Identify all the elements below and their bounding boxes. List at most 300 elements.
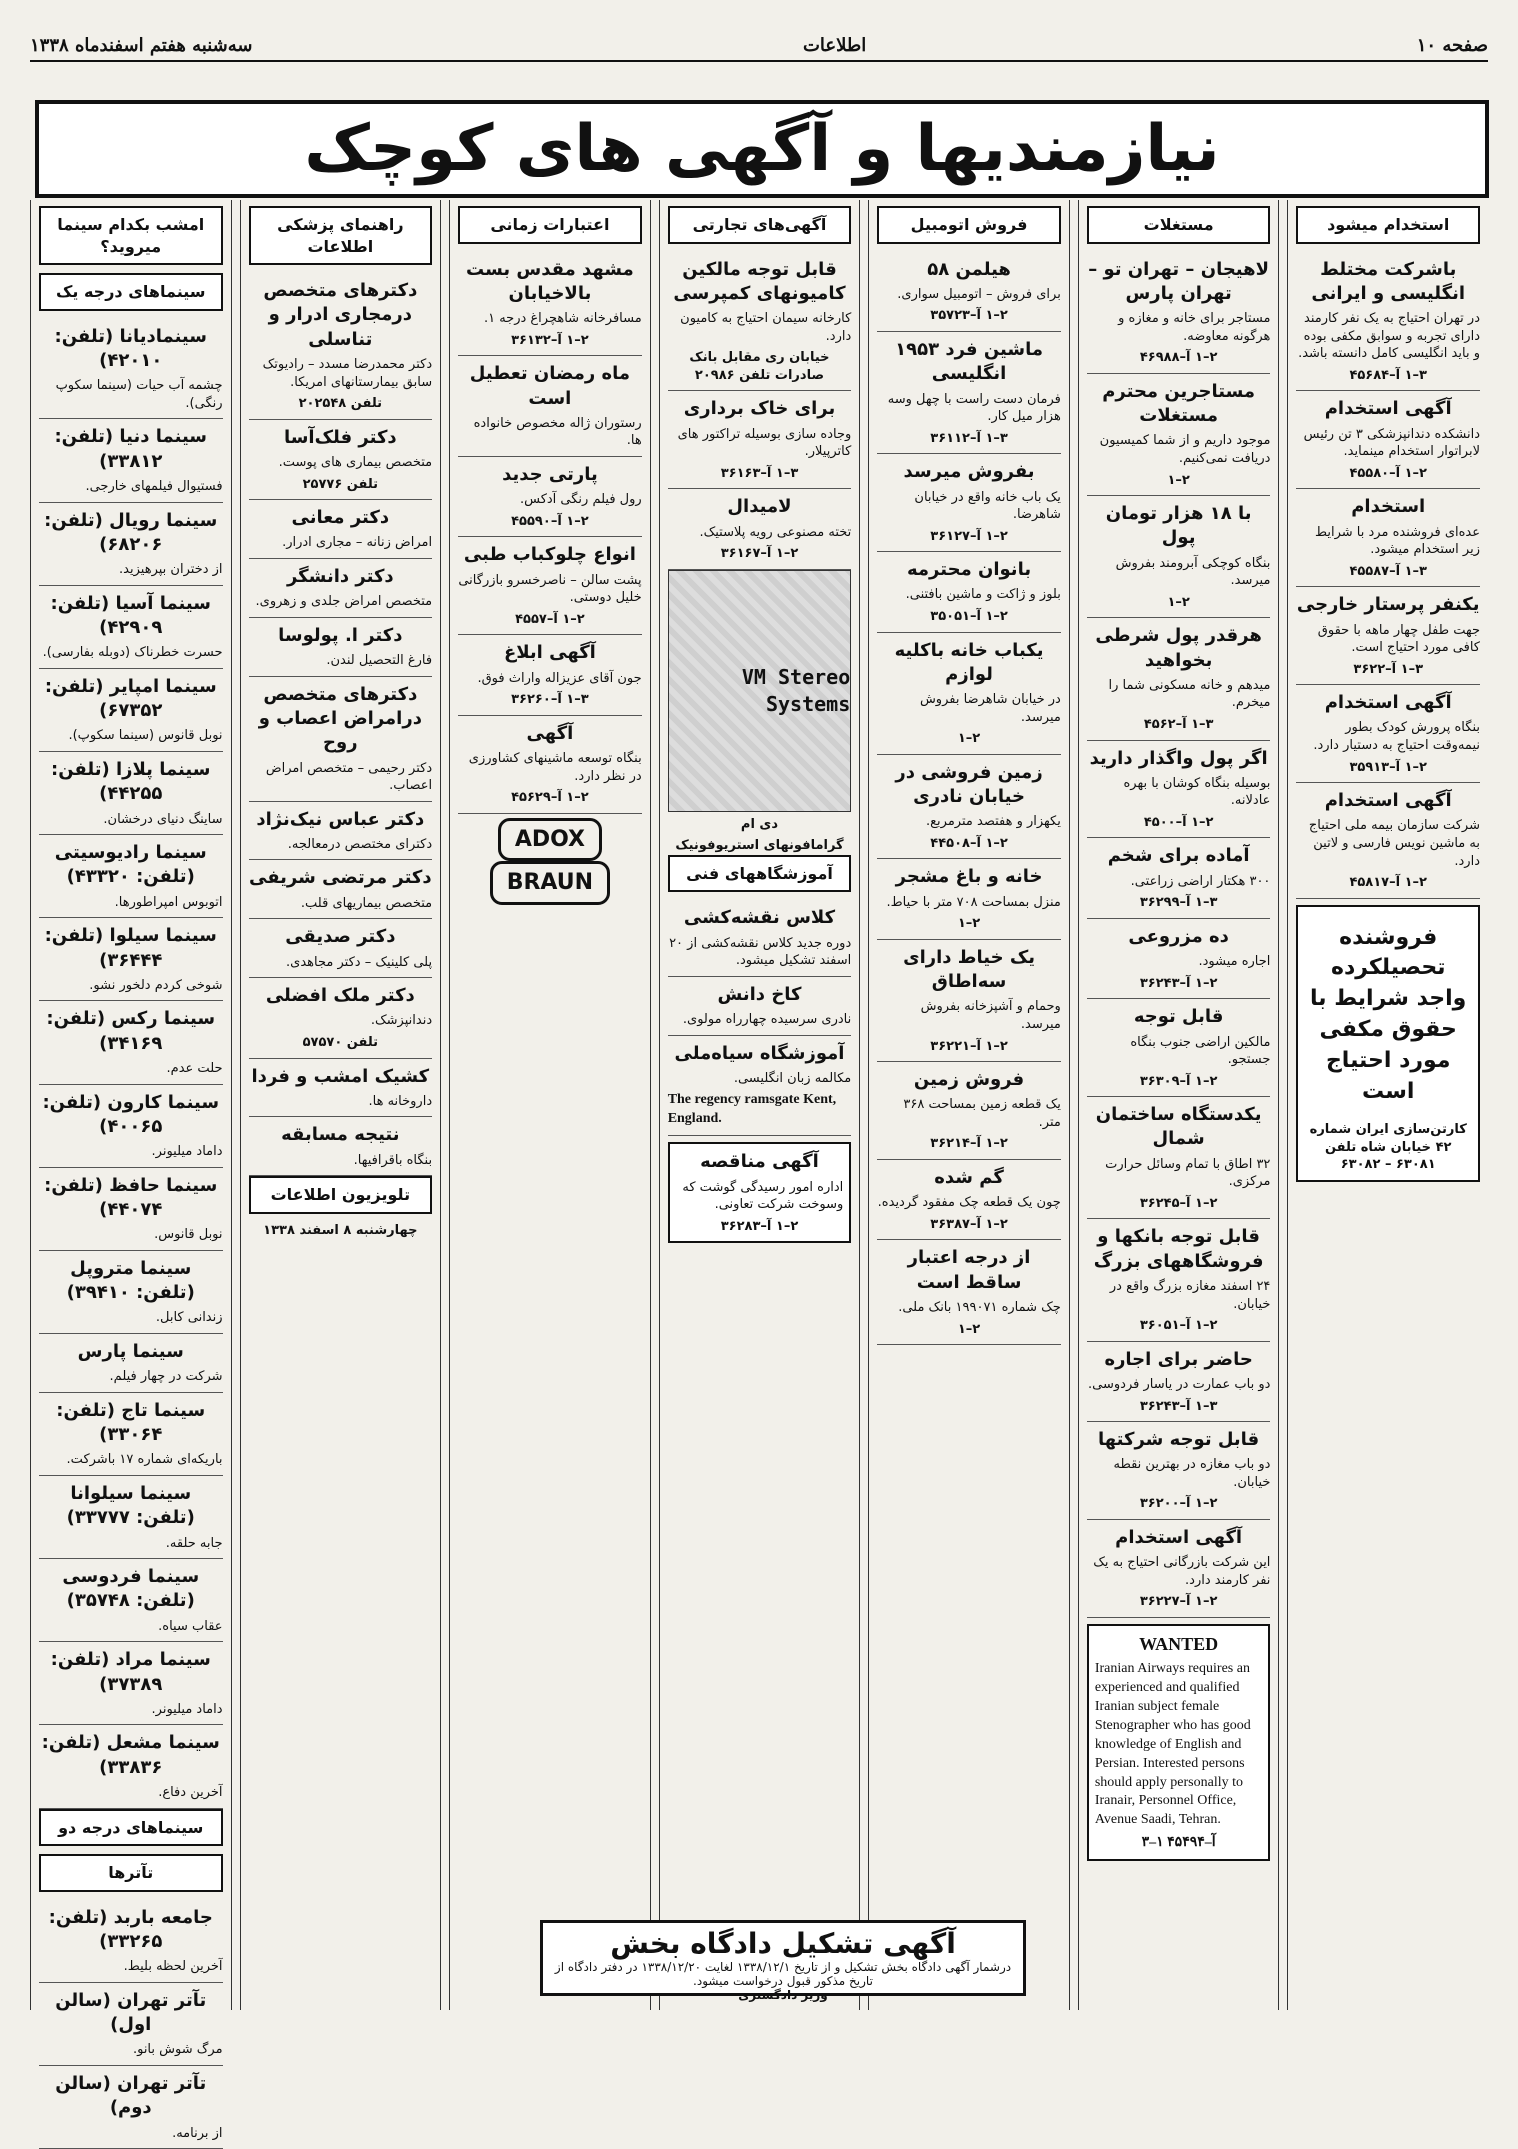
banner-title: نیازمندیها و آگهی های کوچک: [35, 100, 1489, 198]
classified-ad: [39, 752, 223, 835]
date: سه‌شنبه هفتم اسفندماه ۱۳۳۸: [30, 34, 253, 56]
court-notice-title: آگهی تشکیل دادگاه بخش: [610, 1927, 956, 1960]
ad-headline: دکتر عباس نیک‌نژاد: [256, 808, 425, 830]
ad-body: آخرین لحظه بلیط.: [123, 1959, 223, 1975]
ad-reference: ۲–۱ آ–۳۶۲۲۱: [930, 1038, 1008, 1054]
classified-ad: [1296, 783, 1480, 898]
ad-body: دو باب مغازه در بهترین نقطه خیابان.: [1113, 1457, 1271, 1490]
column-cinemas: [30, 200, 232, 2141]
classified-ad: [458, 252, 642, 357]
classified-ad: [39, 2066, 223, 2149]
ad-headline: آماده برای شخم: [1107, 845, 1250, 867]
classified-ad: [1296, 685, 1480, 783]
ad-body: باریکه‌ای شماره ۱۷ باشرکت.: [66, 1452, 223, 1468]
ad-body: جابه حلقه.: [165, 1535, 223, 1551]
ad-reference: ۲–۱ آ–۴۵۵۸۰: [1349, 465, 1427, 481]
ad-reference: ۳–۱ آ–۳۶۱۱۲: [930, 430, 1008, 446]
classified-ad: [1296, 391, 1480, 489]
english-school-headline: آموزشگاه سیاه‌ملی: [674, 1042, 845, 1064]
classified-ad: [39, 1251, 223, 1334]
ad-headline: ماه رمضان تعطیل است: [469, 363, 631, 409]
ad-body: یکهزار و هفتصد مترمربع.: [926, 814, 1061, 830]
ad-headline: سینما سیلوا (تلفن: ۳۶۴۴۴): [44, 925, 217, 971]
court-notice: [540, 1920, 1026, 2002]
ad-headline: آگهی استخدام: [1324, 790, 1452, 812]
column-title: راهنمای پزشکی اطلاعات: [249, 206, 433, 265]
ad-reference: تلفن ۲۵۷۷۶: [302, 476, 379, 492]
cinema-section-title-2: سینماهای درجه دو: [39, 1809, 223, 1847]
ad-body: چشمه آب حیات (سینما سکوپ رنگی).: [55, 378, 223, 411]
ad-body: داروخانه ها.: [368, 1093, 433, 1109]
classified-ad: [39, 319, 223, 420]
ad-reference: تلفن ۵۷۵۷۰: [302, 1035, 379, 1050]
ad-body: ۳۰۰ هکتار اراضی زراعتی.: [1130, 873, 1271, 889]
ad-body: از برنامه.: [172, 2125, 223, 2141]
classified-ad: [39, 1001, 223, 1084]
classified-ad: [1087, 838, 1271, 918]
tv-section-title: تلویزیون اطلاعات: [249, 1176, 433, 1214]
classified-ad: [877, 1240, 1061, 1345]
ad-body: دکتر محمدرضا مسدد – رادیوتک سابق بیمارستانهای امریکا.: [262, 357, 433, 390]
ad-reference: ۲–۱ آ–۳۵۹۱۳: [1349, 759, 1427, 775]
ad-reference: ۳–۱ آ–۴۵۶۲: [1143, 716, 1214, 732]
classified-ad: [39, 669, 223, 752]
ad-reference: ۳–۱ آ–۳۶۱۶۳: [720, 465, 799, 481]
ad-headline: دکتر معانی: [291, 507, 390, 529]
classified-ad: [668, 391, 852, 489]
ad-body: متخصص امراض جلدی و زهروی.: [255, 594, 433, 610]
classified-ad: [877, 755, 1061, 860]
ad-headline: سینما سیلوانا (تلفن: ۳۳۷۷۷): [66, 1483, 195, 1529]
ad-body: بنگاه باقرافیها.: [353, 1152, 433, 1168]
classified-ad: [877, 454, 1061, 552]
ad-headline: دکتر دانشگر: [286, 565, 394, 587]
court-notice-sign: وزیر دادگستری: [738, 1988, 828, 2002]
ad-headline: دکتر صدیقی: [285, 926, 396, 948]
classified-ad: [39, 835, 223, 918]
ad-headline: سینما متروپل (تلفن: ۳۹۴۱۰): [66, 1257, 195, 1304]
english-school-ad: [668, 1036, 852, 1137]
ad-body: اجاره میشود.: [1198, 954, 1271, 970]
ad-headline: آگهی استخدام: [1324, 692, 1452, 714]
ad-reference: ۲–۱ آ–۳۶۲۱۴: [930, 1136, 1008, 1152]
ad-headline: اگر پول واگذار دارید: [1089, 747, 1268, 769]
ad-headline: کشیک امشب و فردا: [251, 1065, 430, 1087]
column-employment: [1287, 200, 1488, 2010]
classified-ad: [1087, 252, 1271, 374]
page-number: صفحه ۱۰: [1416, 34, 1488, 56]
ad-headline: دکتر ملک افضلی: [265, 985, 415, 1007]
ad-reference: ۲–۱ آ–۳۶۰۵۱: [1139, 1318, 1218, 1334]
ad-headline: سینما رکس (تلفن: ۳۴۱۶۹): [46, 1008, 216, 1054]
ad-headline: دکتر فلک‌آسا: [283, 426, 397, 448]
ad-headline: تآتر تهران (سالن دوم): [55, 2073, 207, 2119]
classified-ad: [39, 1559, 223, 1642]
classified-ad: [249, 978, 433, 1058]
ad-headline: سینما مراد (تلفن: ۳۷۳۸۹): [50, 1649, 211, 1695]
classified-ad: [249, 1117, 433, 1176]
classified-ad: [458, 537, 642, 635]
ad-headline: قابل توجه بانکها و فروشگاههای بزرگ: [1093, 1226, 1264, 1272]
tender-reference: ۲–۱ آ–۳۶۲۸۳: [720, 1218, 799, 1234]
ad-body: مستاجر برای خانه و مغازه و هرگونه معاوضه.: [1118, 311, 1271, 344]
classified-ad: [39, 1900, 223, 1983]
ad-headline: تآتر تهران (سالن اول): [55, 1989, 207, 2036]
ad-headline: دکترهای متخصص درمجاری ادرار و تناسلی: [263, 280, 418, 350]
ad-reference: ۳–۱ آ–۳۶۲۲: [1353, 661, 1424, 677]
ad-headline: با ۱۸ هزار تومان پول: [1105, 503, 1252, 549]
ad-headline: کلاس نقشه‌کشی: [683, 907, 836, 929]
ad-headline: استخدام: [1351, 496, 1426, 518]
ad-body: پشت سالن – ناصرخسرو بازرگانی خلیل دوستی.: [458, 572, 642, 606]
ad-reference: ۲–۱ آ–۴۴۵۰۸: [930, 835, 1008, 851]
column-title: فروش اتومبیل: [877, 206, 1061, 244]
classified-ad: [1087, 1422, 1271, 1520]
wanted-headline: WANTED: [1139, 1633, 1219, 1654]
ad-headline: زمین فروشی در خیابان نادری: [895, 761, 1043, 808]
tv-date: چهارشنبه ۸ اسفند ۱۳۳۸: [263, 1222, 418, 1238]
ad-body: یک قطعه زمین بمساحت ۳۶۸ متر.: [903, 1097, 1061, 1130]
ad-headline: انواع چلوکباب طبی: [463, 544, 636, 566]
ad-body: تخته مصنوعی رویه پلاستیک.: [699, 524, 852, 540]
cinema-section-title: سینماهای درجه یک: [39, 273, 223, 311]
ad-headline: بفروش میرسد: [903, 461, 1035, 483]
ad-body: داماد میلیونر.: [151, 1144, 223, 1160]
ad-body: ۳۲ اطاق با تمام وسائل حرارت مرکزی.: [1105, 1156, 1271, 1190]
ad-body: بنگاه پرورش کودک بطور نیمه‌وقت احتیاج به دستیار دارد.: [1313, 720, 1480, 754]
ad-reference: ۲–۱ آ–۳۶۱۳۲: [511, 332, 589, 348]
ad-reference: ۲–۱: [1167, 594, 1190, 610]
ad-headline: سینما امپایر (تلفن: ۶۷۳۵۲): [44, 675, 217, 722]
ad-body: فرمان دست راست با چهل وسه هزار میل کار.: [887, 391, 1061, 425]
ad-reference: ۲–۱: [957, 731, 981, 747]
ad-headline: دکترهای متخصص درامراض اعصاب و روح: [258, 683, 422, 754]
ad-reference: ۲–۱ آ–۳۶۲۲۷: [1139, 1594, 1218, 1610]
ad-headline: دکتر ا. پولوسا: [278, 624, 403, 646]
ad-headline: مشهد مقدس بست بالاخیابان: [466, 258, 634, 304]
ad-reference: ۲–۱ آ–۳۶۳۰۹: [1139, 1073, 1218, 1089]
ad-headline: سینما رادیوسیتی (تلفن: ۴۳۳۲۰): [54, 842, 207, 888]
ad-reference: ۲–۱ آ–۴۵۵۷: [515, 611, 585, 627]
column-doctors: [240, 200, 442, 2010]
classified-ad: [39, 1168, 223, 1251]
classified-ad: [249, 860, 433, 919]
ad-headline: آگهی: [526, 722, 574, 744]
classified-ad: [39, 1085, 223, 1168]
ad-headline: کاخ دانش: [717, 983, 802, 1005]
classified-ad: [1087, 1520, 1271, 1618]
ad-headline: سینما آسیا (تلفن: ۴۲۹۰۹): [50, 592, 211, 639]
ad-reference: خیابان ری مقابل بانک صادرات تلفن ۲۰۹۸۶: [689, 350, 830, 383]
ad-body: ساینگ دنیای درخشان.: [103, 811, 223, 827]
ad-headline: سینما دنیا (تلفن: ۳۳۸۱۲): [54, 426, 208, 472]
classified-ad: [1087, 1342, 1271, 1422]
ad-headline: از درجه اعتبار ساقط است: [907, 1247, 1031, 1293]
ad-body: در خیابان شاهرضا بفروش میرسد.: [919, 692, 1061, 725]
column-title: مستغلات: [1087, 206, 1271, 244]
classified-ad: [877, 1062, 1061, 1160]
ad-headline: بانوان محترمه: [907, 559, 1032, 581]
ad-body: در تهران احتیاج به یک نفر کارمند دارای تجربه و سوابق مکفی بوده و باید انگلیسی کامل دانسته باشد.: [1298, 311, 1480, 362]
classified-ad: [39, 1642, 223, 1725]
ad-headline: نتیجه مسابقه: [281, 1124, 400, 1146]
stereo-ad-photo: VM Stereo Systems: [668, 570, 852, 812]
ad-body: متخصص بیماریهای قلب.: [300, 895, 433, 911]
classified-ad: [249, 273, 433, 420]
ad-body: داماد میلیونر.: [151, 1701, 223, 1717]
classified-ad: [458, 716, 642, 814]
ad-headline: خانه و باغ مشجر: [895, 866, 1043, 888]
ad-reference: ۲–۱ آ–۴۵۸۱۷: [1349, 875, 1427, 891]
ad-body: چون یک قطعه چک مفقود گردیده.: [877, 1195, 1061, 1211]
ad-body: پلی کلینیک – دکتر مجاهدی.: [286, 954, 433, 970]
ad-body: بنگاه کوچکی آبرومند بفروش میرسد.: [1115, 555, 1271, 589]
ad-body: یک باب خانه واقع در خیابان شاهرضا.: [914, 489, 1061, 523]
classified-ad: [39, 419, 223, 502]
ad-body: وحمام و آشپزخانه بفروش میرسد.: [920, 999, 1061, 1032]
ad-body: بلوز و ژاکت و ماشین بافتنی.: [905, 587, 1061, 603]
ad-reference: ۲–۱ آ–۴۵۰۰: [1143, 814, 1214, 830]
classified-ad: [249, 1059, 433, 1118]
classified-ad: [1087, 1097, 1271, 1219]
ad-headline: سینما کارون (تلفن: ۴۰۰۶۵): [42, 1091, 220, 1137]
ad-reference: ۲–۱ آ–۳۵۰۵۱: [930, 609, 1008, 624]
ad-headline: سینما فردوسی (تلفن: ۳۵۷۴۸): [62, 1566, 200, 1612]
ad-body: دو باب عمارت در یاسار فردوسی.: [1088, 1376, 1271, 1392]
classified-ad: [39, 1725, 223, 1808]
ad-body: نادری سرسیده چهارراه مولوی.: [682, 1012, 852, 1028]
ad-body: منزل بمساحت ۷۰۸ متر با حیاط.: [886, 894, 1061, 910]
ad-headline: سینما پلازا (تلفن: ۴۴۲۵۵): [51, 759, 211, 805]
ad-headline: ماشین فرد ۱۹۵۳ انگلیسی: [895, 338, 1043, 385]
wanted-body: Iranian Airways requires an experienced and qualified Iranian subject female Stenographer who has good knowledge of English and Persian. Interested persons should apply personally to Iranair, Personnel Office, Avenue Saadi, Tehran.: [1094, 1661, 1251, 1828]
classified-ad: [249, 559, 433, 618]
ad-headline: حاضر برای اجاره: [1104, 1348, 1253, 1370]
classified-ad: [39, 503, 223, 586]
classified-ad: [39, 586, 223, 669]
column-cars: [868, 200, 1070, 2010]
ad-body: رستوران ژاله مخصوص خانواده ها.: [473, 415, 642, 449]
ad-body: مسافرخانه شاهچراغ درجه ۱.: [483, 311, 642, 327]
ad-body: موجود داریم و از شما کمیسیون دریافت نمی‌کنیم.: [1099, 433, 1271, 466]
ad-headline: قابل توجه: [1133, 1006, 1224, 1028]
classified-ad: [39, 1983, 223, 2066]
ad-headline: هرقدر پول شرطی بخواهید: [1095, 625, 1262, 671]
ad-headline: سینمادیانا (تلفن: ۴۲۰۱۰): [54, 325, 207, 372]
classified-ad: [458, 457, 642, 537]
ad-headline: ده مزروعی: [1128, 925, 1229, 947]
ad-body: شرکت در چهار فیلم.: [109, 1369, 223, 1385]
ad-headline: آگهی استخدام: [1115, 1526, 1243, 1548]
column-business: [659, 200, 861, 2010]
feature-body: کارتن‌سازی ایران شماره ۴۲ خیابان شاه تلفن ۶۳۰۸۱ – ۶۳۰۸۲: [1309, 1122, 1467, 1173]
ad-headline: سینما پارس: [77, 1341, 184, 1363]
ad-reference: ۲–۱: [957, 916, 981, 932]
classified-ad: [249, 802, 433, 861]
feature-ad: [1296, 905, 1480, 1182]
ad-headline: یک خیاط دارای سه‌اطاق: [903, 946, 1036, 993]
classified-ad: [1087, 919, 1271, 999]
schools-title: آموزشگاههای فنی: [668, 855, 852, 893]
classified-ad: [249, 677, 433, 802]
tender-ad: [668, 1142, 852, 1243]
ad-body: برای فروش – اتومبیل سواری.: [897, 286, 1061, 302]
classified-ad: [39, 918, 223, 1001]
column-title: امشب بکدام سینما میروید؟: [39, 206, 223, 265]
ad-headline: لامیدال: [727, 496, 792, 518]
classified-ad: [668, 489, 852, 569]
ad-reference: ۲–۱ آ–۳۶۱۲۷: [930, 528, 1008, 544]
column-title: اعتبارات زمانی: [458, 206, 642, 244]
ad-reference: ۳–۱ آ–۴۵۶۸۴: [1349, 367, 1427, 383]
ad-headline: یکنفر پرستار خارجی: [1296, 594, 1480, 616]
ad-headline: مستاجرین محترم مستغلات: [1102, 380, 1256, 427]
ad-headline: یکباب خانه باکلیه لوازم: [894, 639, 1044, 685]
ad-body: دوره جدید کلاس نقشه‌کشی از ۲۰ اسفند تشکیل میشود.: [669, 935, 852, 969]
ad-headline: لاهیجان – تهران تو – تهران پارس: [1088, 258, 1270, 304]
logo-row: [458, 818, 642, 905]
ad-body: کارخانه سیمان احتیاج به کامیون دارد.: [680, 311, 852, 344]
ad-body: دانشکده دندانپزشکی ۳ تن رئیس لابراتوار استخدام مینماید.: [1303, 426, 1480, 460]
column-title: استخدام میشود: [1296, 206, 1480, 244]
wanted-ad: [1087, 1624, 1271, 1861]
adox-logo: ADOX: [498, 818, 602, 862]
ad-body: ۲۴ اسفند مغازه بزرگ واقع در خیابان.: [1109, 1279, 1271, 1312]
ad-body: نوبل قانوس.: [154, 1227, 223, 1243]
ad-body: فارغ التحصیل لندن.: [326, 653, 433, 669]
ad-reference: ۲–۱ آ–۳۶۲۰۰: [1139, 1496, 1218, 1512]
classified-ad: [249, 500, 433, 559]
classified-ad: [1296, 252, 1480, 392]
ad-reference: ۳–۱ آ–۴۵۵۸۷: [1349, 563, 1427, 579]
classified-ad: [1087, 496, 1271, 618]
ad-reference: ۲–۱ آ–۳۵۷۲۳: [930, 308, 1008, 324]
ad-headline: هیلمن ۵۸: [927, 258, 1011, 280]
ad-reference: ۳–۱ آ–۳۶۲۶۰: [511, 692, 589, 708]
ad-reference: ۲–۱: [1167, 472, 1190, 488]
ad-headline: جامعه باربد (تلفن: ۳۳۲۶۵): [48, 1906, 213, 1953]
ad-headline: سینما رویال (تلفن: ۶۸۲۰۶): [44, 509, 218, 555]
ad-body: متخصص بیماری های پوست.: [278, 455, 433, 471]
ad-reference: ۲–۱ آ–۳۶۳۸۷: [930, 1216, 1008, 1232]
english-school-address: The regency ramsgate Kent, England.: [667, 1092, 837, 1127]
english-school-body: مکالمه زبان انگلیسی.: [733, 1070, 852, 1086]
ad-body: دندانپزشک.: [370, 1013, 433, 1029]
classified-ad: [877, 552, 1061, 632]
ad-body: رول فیلم رنگی آدکس.: [519, 492, 642, 508]
court-notice-body: درشمار آگهی دادگاه بخش تشکیل و از تاریخ ۱۳۳۸/۱۲/۱ لغایت ۱۳۳۸/۱۲/۲۰ در دفتر دادگاه از تاریخ مذکور قبول درخواست میشود.: [554, 1960, 1012, 1988]
theaters-title: تآترها: [39, 1854, 223, 1892]
ad-body: نوبل قانوس (سینما سکوپ).: [68, 728, 223, 744]
classified-ad: [1087, 618, 1271, 740]
classified-ad: [1087, 999, 1271, 1097]
classified-ad: [1087, 1219, 1271, 1341]
ad-body: فستیوال فیلمهای خارجی.: [85, 479, 223, 495]
ad-headline: آگهی استخدام: [1324, 398, 1452, 420]
classified-ad: [877, 940, 1061, 1062]
wanted-reference: ۳–۱ آ–۴۵۴۹۴: [1141, 1835, 1216, 1851]
tender-body: اداره امور رسیدگی گوشت که وسوخت شرکت تعاونی.: [682, 1179, 844, 1213]
ad-reference: ۲–۱ آ–۴۵۶۲۹: [511, 790, 589, 806]
ad-headline: آگهی ابلاغ: [503, 642, 596, 664]
ad-body: بوسیله بنگاه کوشان با بهره عادلانه.: [1123, 775, 1271, 809]
ad-headline: دکتر مرتضی شریفی: [248, 867, 432, 889]
ad-reference: تلفن ۲۰۲۵۴۸: [298, 396, 383, 412]
column-business2: [449, 200, 651, 2010]
classified-ad: [249, 420, 433, 500]
ad-body: عقاب سیاه.: [158, 1618, 223, 1634]
ad-body: چک شماره ۱۹۹۰۷۱ بانک ملی.: [898, 1300, 1061, 1316]
ad-headline: باشرکت مختلط انگلیسی و ایرانی: [1311, 258, 1466, 304]
classified-ad: [1087, 374, 1271, 496]
ad-headline: قابل توجه شرکتها: [1098, 1429, 1260, 1451]
ad-body: حلت عدم.: [166, 1061, 223, 1077]
ad-headline: سینما مشعل (تلفن: ۳۳۸۳۶): [41, 1732, 220, 1778]
classified-ad: [1087, 741, 1271, 839]
ad-headline: سینما تاج (تلفن: ۳۳۰۶۴): [56, 1399, 206, 1446]
page-header: [30, 30, 1488, 62]
ad-body: از دختران بپرهیزید.: [119, 562, 223, 578]
classified-ad: [668, 252, 852, 392]
classified-ad: [877, 1160, 1061, 1240]
ad-headline: پارتی جدید: [502, 463, 598, 485]
ad-body: عده‌ای فروشنده مرد با شرایط زیر استخدام میشود.: [1315, 524, 1480, 558]
ad-reference: ۲–۱ آ–۳۶۱۶۷: [720, 546, 799, 562]
classified-ad: [39, 1393, 223, 1476]
ad-headline: یکدستگاه ساختمان شمال: [1095, 1104, 1262, 1150]
column-wanted: [1078, 200, 1280, 2010]
ad-body: مرگ شوش بانو.: [132, 2042, 223, 2058]
stereo-ad-note: گرامافونهای استریوفونیک: [675, 838, 844, 854]
ad-body: وجاده سازی بوسیله تراکتور های کاترپیلار.: [677, 426, 852, 460]
classified-ad: [668, 977, 852, 1036]
ad-reference: ۲–۱ آ–۴۵۵۹۰: [511, 513, 589, 529]
ad-body: این شرکت بازرگانی احتیاج به یک نفر کارمند دارد.: [1093, 1555, 1271, 1588]
ad-body: بنگاه توسعه ماشینهای کشاورزی در نظر دارد.: [468, 750, 642, 784]
ad-body: زندانی کابل.: [155, 1310, 223, 1326]
ad-body: آخرین دفاع.: [158, 1785, 223, 1801]
ad-headline: فروش زمین: [913, 1069, 1025, 1091]
classified-ad: [877, 859, 1061, 939]
ad-reference: ۳–۱ آ–۳۶۲۹۹: [1139, 895, 1218, 911]
tender-headline: آگهی مناقصه: [700, 1151, 819, 1173]
paper-name: اطلاعات: [802, 34, 867, 56]
classified-ad: [39, 1476, 223, 1559]
ad-body: شرکت سازمان بیمه ملی احتیاج به ماشین نویس فارسی و لاتین دارد.: [1308, 818, 1480, 869]
ad-reference: ۲–۱ آ–۳۶۲۴۵: [1139, 1195, 1218, 1211]
ad-body: میدهم و خانه مسکونی شما را میخرم.: [1108, 677, 1271, 711]
ad-body: دکتر رحیمی – متخصص امراض اعصاب.: [265, 760, 433, 794]
ad-headline: برای خاک برداری: [683, 398, 836, 420]
ad-reference: ۲–۱ آ–۴۶۹۸۸: [1139, 350, 1218, 366]
ad-columns: [30, 200, 1488, 2141]
ad-body: جون آقای عزیزاله واراث فوق.: [477, 670, 642, 686]
feature-headline: فروشنده تحصیلکرده واجد شرایط با حقوق مکفی مورد احتیاج است: [1310, 924, 1467, 1104]
classified-ad: [249, 919, 433, 978]
classified-ad: [249, 618, 433, 677]
classified-ad: [877, 252, 1061, 332]
classified-ad: [1296, 489, 1480, 587]
classified-ad: [877, 633, 1061, 755]
ad-headline: گم شده: [934, 1167, 1004, 1189]
classified-ad: [877, 332, 1061, 454]
ad-headline: قابل توجه مالکین کامیونهای کمپرسی: [673, 258, 846, 304]
braun-logo: BRAUN: [490, 861, 610, 905]
ad-body: شوخی کردم دلخور نشو.: [89, 977, 223, 993]
ad-body: امراض زنانه – مجاری ادرار.: [282, 535, 433, 551]
stereo-ad-caption: دی ام: [740, 816, 779, 832]
classified-ad: [458, 356, 642, 457]
